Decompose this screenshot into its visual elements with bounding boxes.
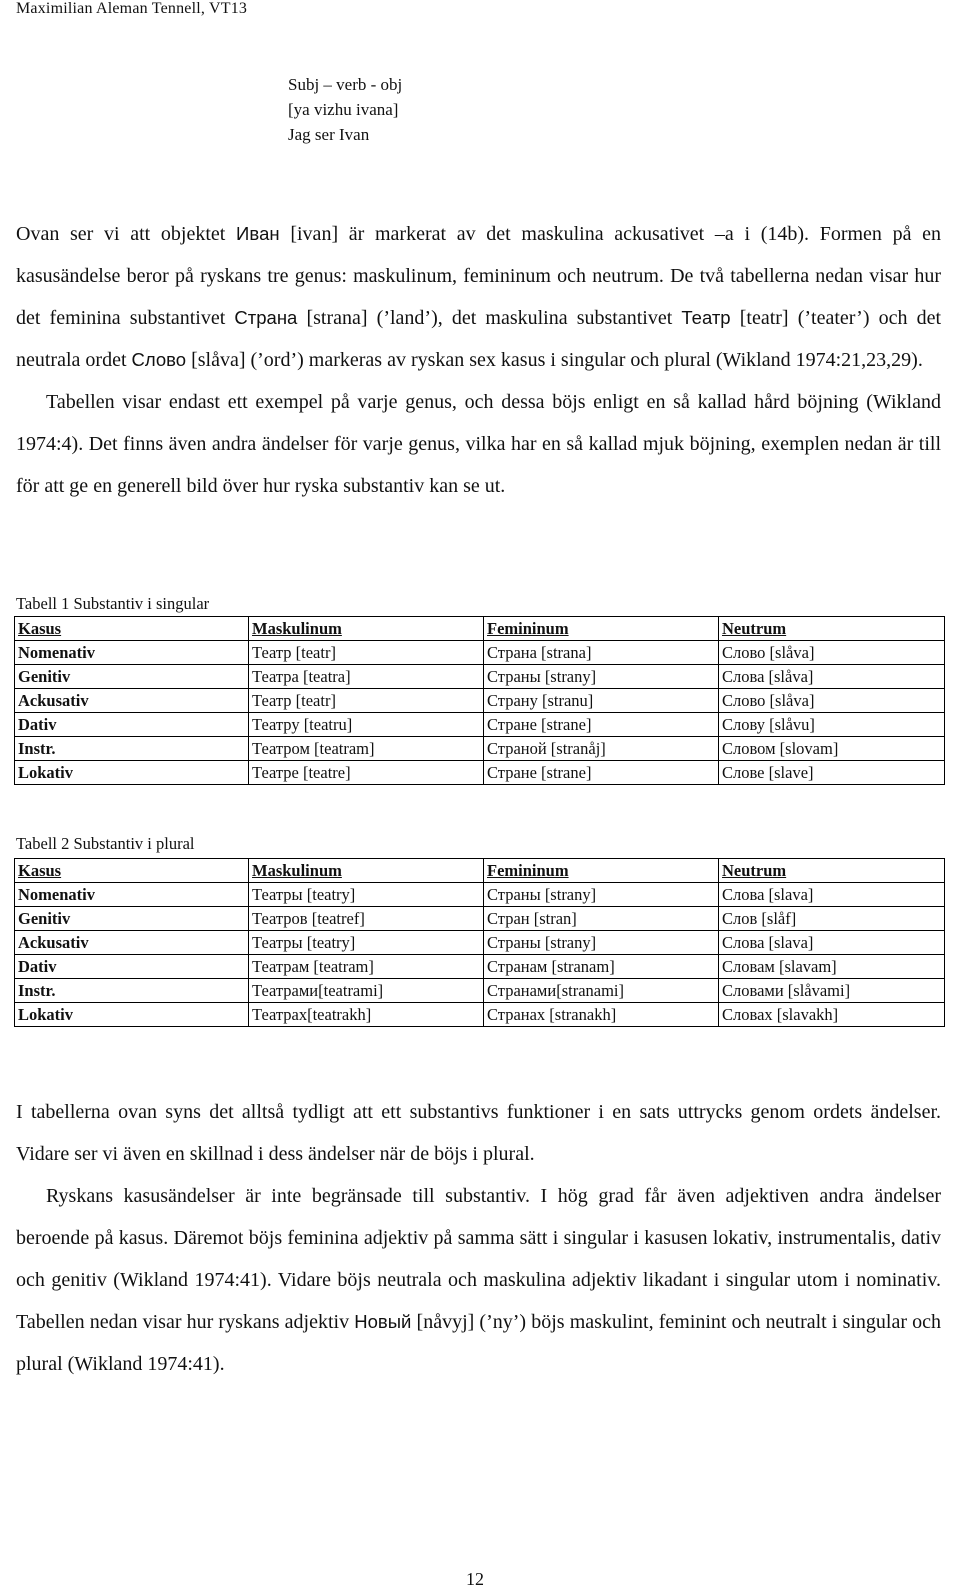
table-cell: Страны [strany]: [484, 931, 719, 955]
table-row: [15, 1003, 945, 1027]
text-run: [ivan] är markerat av det maskulina ackusativet –a i (14b). Formen på en kasusändelse beror på ryskans tre genus: maskulinum, femininum och neutrum.: [16, 223, 942, 287]
body-paragraph-2: I tabellerna ovan syns det alltså tydligt att ett substantivs funktioner i en sats uttrycks genom ordets ändelser. Vidare ser vi även en skillnad i dess ändelser när de böjs i plural.: [16, 1101, 941, 1165]
table-row: [15, 641, 945, 665]
table-cell: Слов [slåf]: [719, 907, 945, 931]
example-line-structure: Subj – verb - obj: [288, 75, 403, 94]
table-cell: Страны [strany]: [484, 665, 719, 689]
table-cell: Страну [stranu]: [484, 689, 719, 713]
case-name-cell: Lokativ: [15, 1003, 249, 1027]
text-run: [slåva] (’ord’) markeras av ryskan sex kasus i singular och plural (Wikland 1974:21,23,29).: [191, 349, 923, 371]
table-cell: Стране [strane]: [484, 761, 719, 785]
case-name-cell: Genitiv: [15, 907, 249, 931]
case-name-cell: Nomenativ: [15, 883, 249, 907]
table-cell: Слово [slåva]: [719, 689, 945, 713]
table-cell: Слову [slåvu]: [719, 713, 945, 737]
paragraph-text: [16, 213, 941, 381]
text-run: [nåvyj] (’ny’) böjs maskulint, feminint och neutralt i singular och plural (Wikland 1974:41).: [16, 1311, 942, 1375]
table-cell: Театрами[teatrami]: [249, 979, 484, 1003]
case-name-cell: Dativ: [15, 955, 249, 979]
case-name-cell: Ackusativ: [15, 931, 249, 955]
table-cell: Театрам [teatram]: [249, 955, 484, 979]
case-name-cell: Genitiv: [15, 665, 249, 689]
table-row: [15, 737, 945, 761]
table-row: [15, 931, 945, 955]
russian-word: Театр: [681, 307, 731, 328]
table-plural: [14, 858, 945, 1027]
column-header: Kasus: [15, 617, 249, 641]
column-header: Maskulinum: [249, 859, 484, 883]
column-header: Neutrum: [719, 859, 945, 883]
table-cell: Странами[stranami]: [484, 979, 719, 1003]
table-body: [15, 617, 945, 785]
table-cell: Странам [stranam]: [484, 955, 719, 979]
case-name-cell: Nomenativ: [15, 641, 249, 665]
case-name-cell: Instr.: [15, 737, 249, 761]
table-cell: Театры [teatry]: [249, 931, 484, 955]
table-header-row: [15, 617, 945, 641]
table-cell: Слове [slave]: [719, 761, 945, 785]
table-row: [15, 979, 945, 1003]
body-paragraph-3: [16, 1175, 941, 1385]
table-row: [15, 883, 945, 907]
column-header: Femininum: [484, 617, 719, 641]
table-header-row: [15, 859, 945, 883]
table-row: [15, 689, 945, 713]
case-name-cell: Lokativ: [15, 761, 249, 785]
text-run: De två tabellerna nedan visar hur det feminina substantivet: [16, 265, 941, 329]
table-cell: Театре [teatre]: [249, 761, 484, 785]
table-cell: Театры [teatry]: [249, 883, 484, 907]
table-cell: Стран [stran]: [484, 907, 719, 931]
page-number: 12: [466, 1572, 484, 1587]
case-name-cell: Ackusativ: [15, 689, 249, 713]
page-header: Maximilian Aleman Tennell, VT13: [16, 0, 248, 17]
text-run: Ovan ser vi att objektet: [16, 223, 226, 245]
table-cell: Слово [slåva]: [719, 641, 945, 665]
column-header: Femininum: [484, 859, 719, 883]
table-singular: [14, 616, 945, 785]
example-line-translation: Jag ser Ivan: [288, 125, 370, 144]
table-cell: Страной [stranåj]: [484, 737, 719, 761]
paragraph-text: Tabellen visar endast ett exempel på varje genus, och dessa böjs enligt en så kallad hård böjning (Wikland 1974:4). Det finns även andra ändelser för varje genus, vilka har en så kallad mjuk böjning, exemplen nedan är till för att ge en generell bild över hur ryska substantiv kan se ut.: [16, 391, 941, 497]
table-row: [15, 713, 945, 737]
russian-word: Новый: [354, 1311, 412, 1332]
table-cell: Словом [slovam]: [719, 737, 945, 761]
table-row: [15, 955, 945, 979]
body-paragraph-1: [16, 213, 941, 507]
column-header: Maskulinum: [249, 617, 484, 641]
table-cell: Слова [slava]: [719, 931, 945, 955]
table-cell: Страны [strany]: [484, 883, 719, 907]
text-run: [strana] (’land’), det maskulina substantivet: [306, 307, 673, 329]
text-run: [teatr] (’teater’) och det neutrala ordet: [16, 307, 942, 371]
russian-word: Ивaн: [236, 223, 280, 244]
table-cell: Слова [slava]: [719, 883, 945, 907]
table-cell: Театром [teatram]: [249, 737, 484, 761]
table-cell: Театра [teatra]: [249, 665, 484, 689]
table-cell: Странах [stranakh]: [484, 1003, 719, 1027]
table-row: [15, 761, 945, 785]
table-cell: Театр [teatr]: [249, 641, 484, 665]
case-name-cell: Instr.: [15, 979, 249, 1003]
table-cell: Театр [teatr]: [249, 689, 484, 713]
table1-caption: Tabell 1 Substantiv i singular: [16, 594, 210, 613]
russian-word: Страна: [234, 307, 298, 328]
example-line-transcription: [ya vizhu ivana]: [288, 100, 399, 119]
table-cell: Театрах[teatrakh]: [249, 1003, 484, 1027]
russian-word: Слово: [131, 349, 187, 370]
table-cell: Словами [slåvami]: [719, 979, 945, 1003]
column-header: Kasus: [15, 859, 249, 883]
example-sentence: [288, 72, 402, 147]
table-cell: Словам [slavam]: [719, 955, 945, 979]
table-body: [15, 859, 945, 1027]
table-cell: Словах [slavakh]: [719, 1003, 945, 1027]
column-header: Neutrum: [719, 617, 945, 641]
case-name-cell: Dativ: [15, 713, 249, 737]
table-row: [15, 907, 945, 931]
table-cell: Театров [teatref]: [249, 907, 484, 931]
table-cell: Стране [strane]: [484, 713, 719, 737]
table-cell: Страна [strana]: [484, 641, 719, 665]
table-row: [15, 665, 945, 689]
text-run: Ryskans kasusändelser är inte begränsade till substantiv. I hög grad får även adjektiven andra ändelser beroende på kasus. Däremot böjs feminina adjektiv på samma sätt i singular i kasusen lokativ, instrumentalis, dativ och genitiv (Wikland 1974:41). Vidare böjs neutrala och maskulina adjektiv likadant i singular utom i nominativ. Tabellen nedan visar hur ryskans adjektiv: [16, 1185, 941, 1333]
table2-caption: Tabell 2 Substantiv i plural: [16, 834, 195, 853]
table-cell: Слова [slåva]: [719, 665, 945, 689]
table-cell: Театру [teatru]: [249, 713, 484, 737]
